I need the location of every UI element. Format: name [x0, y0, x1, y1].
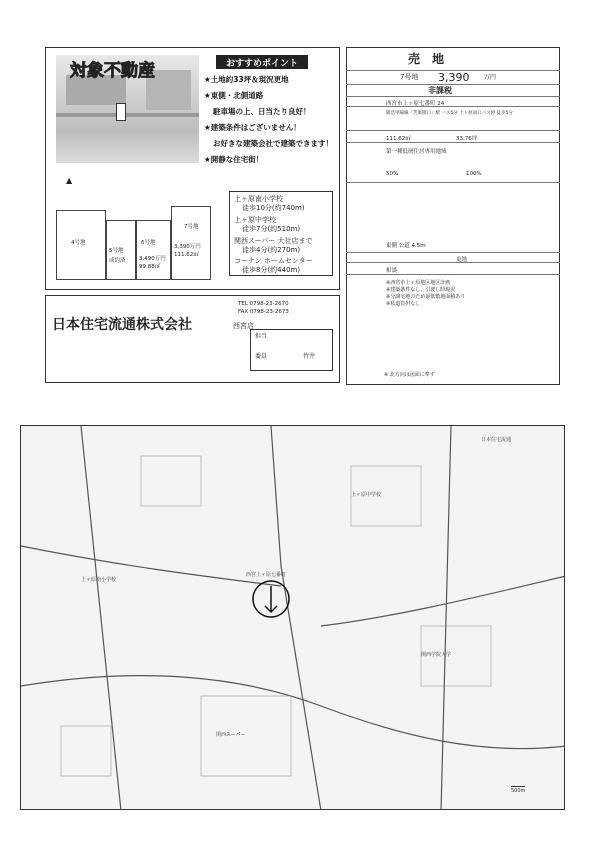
nearby-facilities: [229, 191, 333, 276]
coverage: 50%: [386, 171, 399, 177]
agent-label: 担当: [255, 333, 268, 340]
facility-1-name: 上ヶ原南小学校: [234, 195, 283, 203]
location-arrow-icon: [265, 586, 277, 612]
area-unit: 33.76坪: [456, 136, 478, 142]
tax-status: 非課税: [428, 86, 452, 95]
sheet-header: [346, 47, 560, 71]
photo-road-line: [56, 113, 199, 117]
lot-6: 6号地 3,490万円 99.88㎡: [136, 220, 171, 280]
facility-2-walk: 徒歩7分(約510m): [242, 225, 301, 233]
sheet-footer: ※ 北方向は図面に準ず: [384, 372, 435, 378]
tax-row: [346, 85, 560, 97]
facility-4-walk: 徒歩8分(約440m): [242, 266, 301, 274]
facility-3-walk: 徒歩4分(約270m): [242, 246, 301, 254]
north-arrow-icon: ▲: [66, 176, 73, 185]
lot-number: 7号地: [400, 73, 419, 81]
road-info: 東側 公道 4.5m: [386, 243, 426, 249]
north-south-road: [271, 426, 321, 810]
company-tel: TEL 0798-23-2670: [238, 301, 289, 307]
map-label-super: 関西スーパー: [216, 732, 246, 738]
lot-5: 5号地 成約済: [106, 220, 136, 280]
agent-box: [250, 329, 333, 371]
point-6: ★開静な住宅街！: [204, 155, 264, 164]
map-label-univ: 関西学院大学: [421, 652, 452, 658]
map-label-school: 上ヶ原南小学校: [81, 577, 117, 583]
point-1: ★土地約33坪＆現況更地: [204, 75, 289, 84]
price-value: 3,390: [438, 71, 470, 84]
sheet-type: 売 地: [408, 52, 445, 66]
map-label-jhs: 上ヶ原中学校: [351, 492, 382, 498]
area-map: [20, 425, 565, 810]
point-2: ★東側・北側道路: [204, 91, 264, 100]
map-roads: [21, 426, 565, 810]
price-row: [346, 71, 560, 85]
status-row: [346, 253, 560, 263]
lot-4: 4号地: [56, 210, 106, 280]
area-row: [346, 131, 560, 143]
company-name: 日本住宅流通株式会社: [52, 317, 192, 333]
company-fax: FAX 0798-23-2673: [238, 309, 289, 315]
east-street: [441, 426, 451, 810]
agent-manager: 委員: [255, 353, 268, 360]
facility-2-name: 上ヶ原中学校: [234, 216, 276, 224]
floor-ratio: 100%: [466, 171, 482, 177]
map-label-company: 日本住宅流通: [481, 437, 512, 443]
use-zone: 第一種低層住居専用地域: [386, 149, 447, 155]
notes: ※西宮市上ヶ原地区地区計画 ※建築条件なし、引渡し時現況 ※分譲宅地のため最低敷地面積あり ※私道負担なし: [386, 280, 466, 307]
facilities-checkbox-rows: [346, 183, 560, 253]
delivery-row: [346, 263, 560, 275]
point-4: ★建築条件はございません！: [204, 123, 301, 132]
arrow-down-icon: [116, 103, 126, 121]
point-3: 駐車場の上、日当たり良好！: [213, 107, 311, 116]
point-5: お好きな建築会社で建築できます！: [213, 139, 333, 148]
west-road: [21, 546, 281, 586]
facility-4-name: コーナン ホームセンター: [234, 257, 313, 265]
lot-7: 7号地 3,390万円 111.62㎡: [171, 206, 211, 280]
price-unit: 万円: [484, 74, 497, 81]
zoning-rows: [346, 143, 560, 183]
property-name: 対象不動産: [70, 61, 155, 81]
map-label-target: 西宮上ヶ原七番町: [246, 572, 287, 578]
agent-name: 竹井: [303, 353, 316, 360]
facility-3-name: 関西スーパー 大社店まで: [234, 237, 313, 245]
company-branch: 西宮店: [233, 322, 254, 330]
facility-1-walk: 徒歩10分(約740m): [242, 204, 305, 212]
address-value: 西宮市上ヶ原七番町 24: [386, 101, 445, 107]
transport-row: [346, 107, 560, 131]
main-road: [21, 676, 565, 749]
delivery-value: 相談: [386, 268, 398, 274]
area-land: 111.62㎡: [386, 136, 411, 142]
points-title: おすすめポイント: [216, 55, 308, 69]
map-scale: 500m: [511, 788, 526, 794]
address-row: [346, 97, 560, 107]
east-road: [321, 576, 565, 626]
current-status: 更地: [456, 257, 468, 263]
transport-value: 阪急甲陽線「苦楽園口」駅 バス5分 上ヶ原南口バス停 徒歩5分: [386, 111, 514, 116]
west-street: [81, 426, 121, 810]
